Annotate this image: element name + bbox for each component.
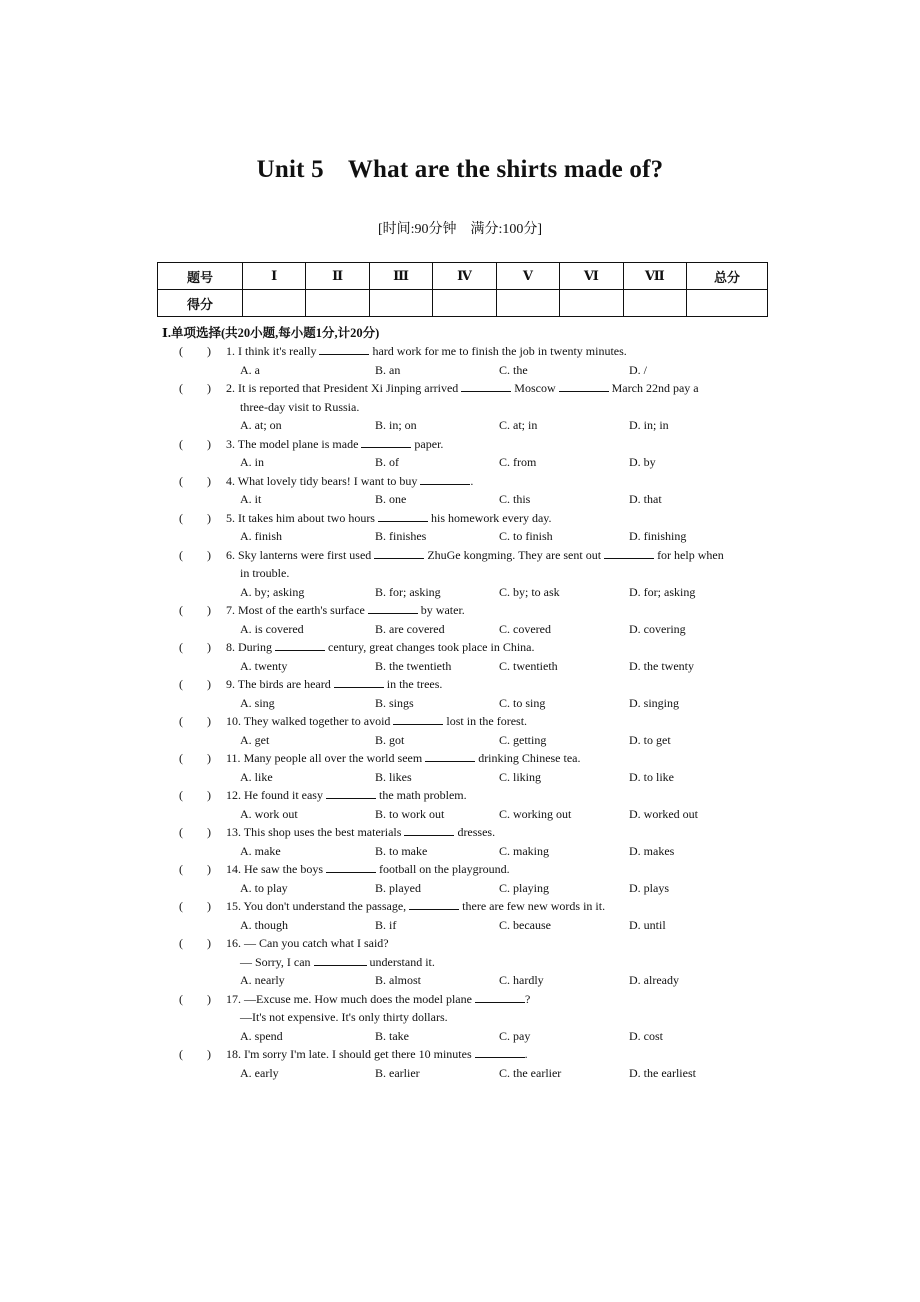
answer-bracket[interactable]: ( ) [179,825,211,839]
score-header-cell: Ⅱ [306,263,369,290]
question-text: It takes him about two hours [235,510,378,525]
answer-blank[interactable] [604,547,654,559]
option-d[interactable]: D. to like [629,769,674,784]
question-text: his homework every day. [427,510,552,525]
question-text: understand it. [366,954,435,969]
question-stem [226,342,627,360]
option-c[interactable]: C. making [499,843,549,858]
question-item [0,786,920,821]
question-item [0,546,920,599]
question-text: What lovely tidy bears! I want to buy [235,473,421,488]
score-cell[interactable] [243,290,306,317]
section-title: Ⅰ.单项选择(共20小题,每小题1分,计20分) [162,326,380,340]
question-text: football on the playground. [375,862,510,876]
option-d[interactable]: D. singing [629,695,680,710]
question-item [0,509,920,543]
answer-bracket[interactable]: ( ) [179,862,211,876]
option-d[interactable]: D. the earliest [629,1065,696,1080]
option-c[interactable]: C. getting [499,732,547,747]
answer-bracket[interactable]: ( ) [179,714,211,728]
option-c[interactable]: C. playing [499,880,549,895]
option-a[interactable]: A. sing [240,695,275,710]
option-b[interactable]: B. sings [375,695,414,710]
question-number: 18. [226,1047,241,1061]
option-b[interactable]: B. one [375,492,407,506]
option-a[interactable]: A. get [240,732,270,747]
score-cell[interactable] [496,290,559,317]
question-text: Sky lanterns were first used [235,547,375,562]
answer-blank[interactable] [559,380,609,392]
answer-blank[interactable] [475,1046,525,1058]
score-row-label: 得分 [158,290,243,317]
answer-blank[interactable] [393,713,443,725]
score-cell[interactable] [433,290,496,317]
question-stem [226,749,581,767]
question-text: ? [524,991,531,1006]
question-item [0,601,920,636]
question-item [0,934,920,987]
option-d[interactable]: D. by [629,455,656,469]
question-text: I'm sorry I'm late. I should get there 10 minutes [241,1047,475,1061]
page-title [0,156,920,184]
option-b[interactable]: B. played [375,880,421,895]
question-stem [226,860,510,878]
question-number: 15. [226,899,241,913]
question-text: Many people all over the world seem [240,751,426,765]
question-number: 12. [226,788,241,802]
option-b[interactable]: B. of [375,455,399,469]
option-d[interactable]: D. finishing [629,529,687,543]
question-text: The birds are heard [235,677,334,691]
option-c[interactable]: C. by; to ask [499,584,560,599]
question-text: It is reported that President Xi Jinping arrived [235,381,462,395]
option-c[interactable]: C. working out [499,806,572,821]
question-number: 2. [226,381,235,395]
score-header-cell: 总分 [687,263,768,290]
option-b[interactable]: B. almost [375,973,422,987]
question-stem [226,675,442,693]
answer-bracket[interactable]: ( ) [179,991,211,1006]
question-stem [226,712,527,730]
answer-blank[interactable] [326,861,376,873]
question-stem [226,638,534,656]
score-cell[interactable] [560,290,623,317]
option-c[interactable]: C. liking [499,769,542,784]
option-d[interactable]: D. to get [629,732,671,747]
question-item [0,749,920,784]
answer-bracket[interactable]: ( ) [179,344,211,358]
score-table-score-row [158,290,768,317]
question-text: This shop uses the best materials [241,825,405,839]
score-table [157,262,768,317]
option-d[interactable]: D. makes [629,843,675,858]
option-c[interactable]: C. covered [499,621,551,636]
answer-blank[interactable] [275,639,325,651]
question-item [0,379,920,432]
question-stem [226,1045,528,1063]
question-stem [226,897,605,915]
option-b[interactable]: B. the twentieth [375,658,452,673]
answer-bracket[interactable]: ( ) [179,473,211,488]
question-text: March 22nd pay a [608,381,699,395]
option-b[interactable]: B. for; asking [375,584,441,599]
question-number: 11. [226,751,241,765]
answer-bracket[interactable]: ( ) [179,899,211,913]
question-stem [226,823,495,841]
answer-bracket[interactable]: ( ) [179,547,211,562]
option-d[interactable]: D. for; asking [629,584,696,599]
answer-blank[interactable] [475,991,525,1003]
question-number: 17. [226,991,241,1006]
score-cell[interactable] [687,290,768,317]
answer-blank[interactable] [319,343,369,355]
question-text: by water. [417,603,465,617]
option-d[interactable]: D. plays [629,880,669,895]
option-d[interactable]: D. already [629,973,679,987]
question-number: 4. [226,473,235,488]
question-item [0,990,920,1043]
option-a[interactable]: A. in [240,455,264,469]
answer-bracket[interactable]: ( ) [179,936,211,950]
option-a[interactable]: A. twenty [240,658,288,673]
option-c[interactable]: C. hardly [499,973,544,987]
option-b[interactable]: B. an [375,362,401,377]
score-header-cell: Ⅶ [623,263,686,290]
question-text: He saw the boys [241,862,326,876]
question-text-continued: in trouble. [240,566,290,580]
score-cell[interactable] [306,290,369,317]
option-b[interactable]: B. earlier [375,1065,420,1080]
question-text: for help when [654,547,724,562]
answer-blank[interactable] [326,787,376,799]
question-text: He found it easy [241,788,326,802]
answer-bracket[interactable]: ( ) [179,436,211,451]
option-c[interactable]: C. pay [499,1028,531,1043]
option-c[interactable]: C. to sing [499,695,546,710]
question-item [0,342,920,377]
answer-blank[interactable] [461,380,511,392]
question-text: . [524,1047,528,1061]
answer-bracket[interactable]: ( ) [179,1047,211,1061]
question-text: During [235,640,275,654]
question-text: ZhuGe kongming. They are sent out [424,547,605,562]
question-item [0,823,920,858]
option-a[interactable]: A. like [240,769,273,784]
question-text: lost in the forest. [443,714,528,728]
answer-blank[interactable] [361,436,411,448]
answer-blank[interactable] [368,602,418,614]
option-a[interactable]: A. early [240,1065,279,1080]
answer-bracket[interactable]: ( ) [179,788,211,802]
question-stem [226,509,552,527]
option-a[interactable]: A. by; asking [240,584,305,599]
option-b[interactable]: B. in; on [375,418,417,432]
option-a[interactable]: A. make [240,843,281,858]
score-header-cell: Ⅲ [369,263,432,290]
question-number: 16. [226,936,241,950]
answer-bracket[interactable]: ( ) [179,751,211,765]
option-a[interactable]: A. is covered [240,621,304,636]
answer-blank[interactable] [378,510,428,522]
question-text: —Excuse me. How much does the model plane [241,991,475,1006]
option-a[interactable]: A. to play [240,880,288,895]
question-text: in the trees. [383,677,443,691]
option-a[interactable]: A. it [240,492,262,506]
option-b[interactable]: B. take [375,1028,409,1043]
question-text: Most of the earth's surface [235,603,368,617]
question-text: century, great changes took place in China. [325,640,535,654]
question-stem [226,934,389,952]
option-d[interactable]: D. that [629,492,662,506]
question-text: You don't understand the passage, [241,899,410,913]
question-number: 7. [226,603,235,617]
question-text: dresses. [454,825,496,839]
question-number: 5. [226,510,235,525]
answer-bracket[interactable]: ( ) [179,510,211,525]
option-c[interactable]: C. the [499,362,528,377]
answer-bracket[interactable]: ( ) [179,640,211,654]
option-d[interactable]: D. covering [629,621,686,636]
option-d[interactable]: D. the twenty [629,658,694,673]
answer-bracket[interactable]: ( ) [179,677,211,691]
question-item [0,638,920,673]
question-text: — Sorry, I can [240,954,314,969]
option-c[interactable]: C. the earlier [499,1065,562,1080]
question-stem [226,379,699,397]
option-a[interactable]: A. work out [240,806,298,821]
answer-blank[interactable] [334,676,384,688]
question-text-continued: three-day visit to Russia. [240,399,360,414]
score-header-cell: Ⅵ [560,263,623,290]
question-stem [226,990,530,1008]
question-item [0,860,920,895]
answer-blank[interactable] [374,547,424,559]
question-item [0,472,920,506]
question-stem [226,472,473,490]
question-number: 13. [226,825,241,839]
question-number: 10. [226,714,241,728]
option-b[interactable]: B. got [375,732,405,747]
answer-bracket[interactable]: ( ) [179,381,211,395]
option-c[interactable]: C. twentieth [499,658,558,673]
score-cell[interactable] [623,290,686,317]
score-header-cell: Ⅴ [496,263,559,290]
option-b[interactable]: B. to make [375,843,428,858]
option-c[interactable]: C. from [499,455,537,469]
option-b[interactable]: B. to work out [375,806,445,821]
option-c[interactable]: C. at; in [499,418,538,432]
question-number: 3. [226,436,235,451]
question-text-continued [240,953,435,971]
question-text: there are few new words in it. [459,899,606,913]
question-number: 14. [226,862,241,876]
answer-bracket[interactable]: ( ) [179,603,211,617]
option-d[interactable]: D. in; in [629,418,669,432]
option-b[interactable]: B. likes [375,769,412,784]
question-item [0,435,920,469]
question-text: — Can you catch what I said? [241,936,389,950]
question-stem [226,546,724,564]
option-a[interactable]: A. at; on [240,418,282,432]
question-text: paper. [411,436,444,451]
option-d[interactable]: D. until [629,917,666,932]
option-a[interactable]: A. finish [240,529,282,543]
option-b[interactable]: B. finishes [375,529,427,543]
question-text-continued: —It's not expensive. It's only thirty dollars. [240,1010,448,1024]
question-text: the math problem. [375,788,467,802]
question-stem [226,435,443,453]
question-item [0,1045,920,1080]
score-header-cell: Ⅰ [243,263,306,290]
score-header-cell: 题号 [158,263,243,290]
question-item [0,897,920,932]
option-d[interactable]: D. / [629,362,647,377]
score-cell[interactable] [369,290,432,317]
question-number: 9. [226,677,235,691]
question-text: hard work for me to finish the job in twenty minutes. [369,344,627,358]
question-stem [226,601,465,619]
option-d[interactable]: D. worked out [629,806,698,821]
question-number: 8. [226,640,235,654]
option-a[interactable]: A. spend [240,1028,283,1043]
option-b[interactable]: B. are covered [375,621,445,636]
question-text: drinking Chinese tea. [475,751,581,765]
question-number: 1. [226,344,235,358]
option-b[interactable]: B. if [375,917,397,932]
question-text: The model plane is made [235,436,362,451]
question-text: Moscow [511,381,559,395]
question-text: They walked together to avoid [241,714,394,728]
answer-blank[interactable] [409,898,459,910]
title-unit: Unit 5 [256,156,324,183]
exam-info: [时间:90分钟 满分:100分] [377,222,543,237]
score-table-header-row [158,263,768,290]
answer-blank[interactable] [425,750,475,762]
answer-blank[interactable] [420,473,470,485]
question-item [0,712,920,747]
option-c[interactable]: C. to finish [499,529,553,543]
option-c[interactable]: C. because [499,917,551,932]
option-a[interactable]: A. though [240,917,288,932]
question-number: 6. [226,547,235,562]
option-a[interactable]: A. nearly [240,973,285,987]
question-stem [226,786,467,804]
option-c[interactable]: C. this [499,492,531,506]
answer-blank[interactable] [404,824,454,836]
score-header-cell: Ⅳ [433,263,496,290]
question-item [0,675,920,710]
answer-blank[interactable] [314,954,367,966]
option-a[interactable]: A. a [240,362,260,377]
question-text: . [470,473,474,488]
title-text: What are the shirts made of? [347,156,664,183]
option-d[interactable]: D. cost [629,1028,663,1043]
question-text: I think it's really [235,344,320,358]
